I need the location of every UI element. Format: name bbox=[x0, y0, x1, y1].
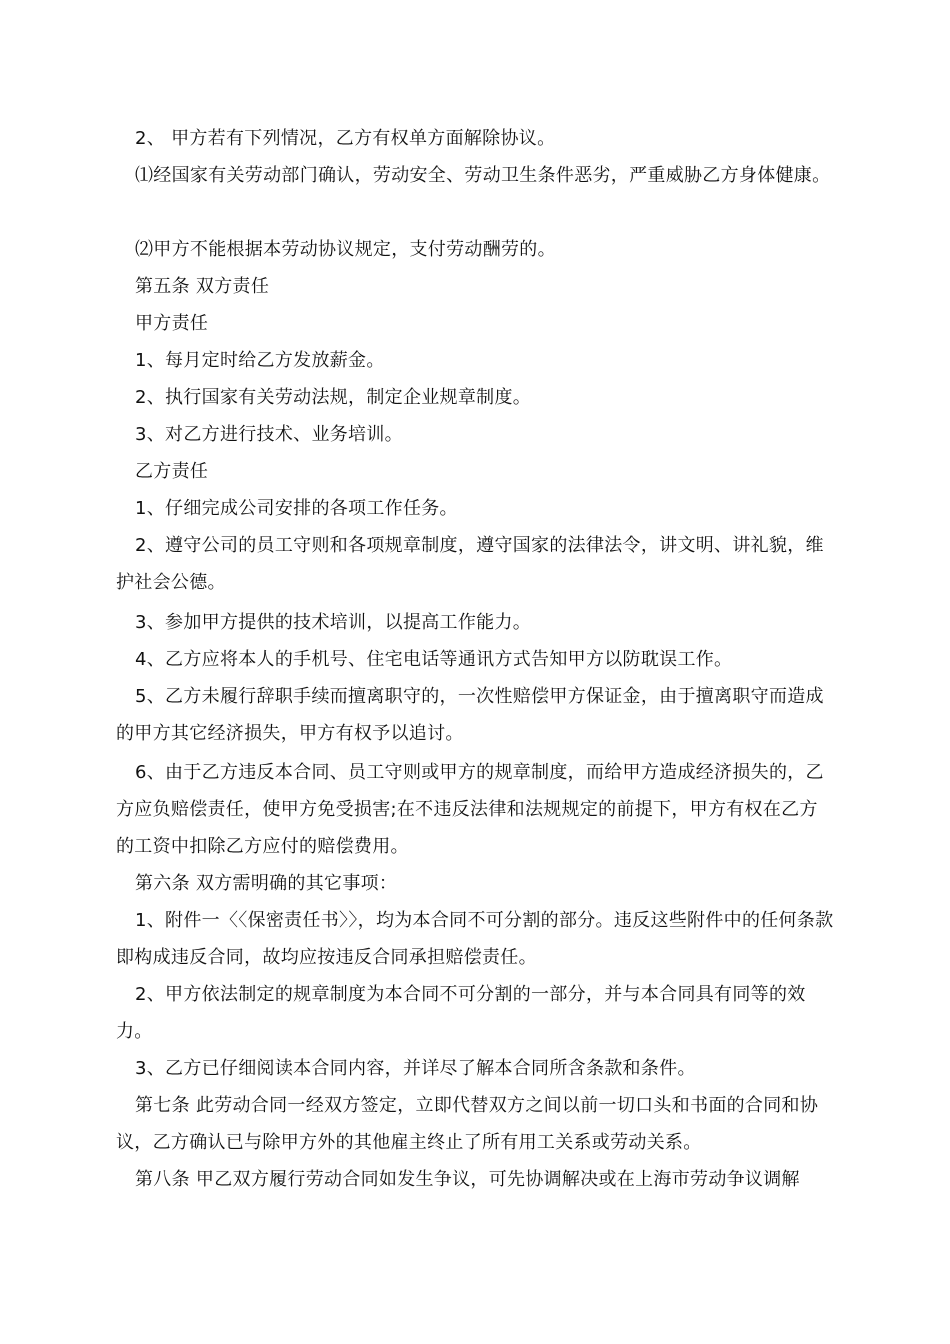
party-a-duty-1: 1、每月定时给乙方发放薪金。 bbox=[135, 350, 385, 371]
article-6-item-2: 2、甲方依法制定的规章制度为本合同不可分割的一部分，并与本合同具有同等的效力。 bbox=[116, 984, 806, 1042]
party-b-duty-4: 4、乙方应将本人的手机号、住宅电话等通讯方式告知甲方以防耽误工作。 bbox=[135, 649, 733, 670]
party-a-duties-heading: 甲方责任 bbox=[135, 313, 209, 334]
article-6-item-3: 3、乙方已仔细阅读本合同内容，并详尽了解本合同所含条款和条件。 bbox=[135, 1058, 696, 1079]
party-b-duties-heading: 乙方责任 bbox=[135, 461, 209, 482]
article-6-item-1: 1、附件一〈〈保密责任书〉〉，均为本合同不可分割的部分。违反这些附件中的任何条款即构成违反合同，故均应按违反合同承担赔偿责任。 bbox=[116, 910, 834, 968]
item-2-unpaid-remuneration: ⑵甲方不能根据本劳动协议规定，支付劳动酬劳的。 bbox=[135, 239, 556, 260]
article-8: 第八条 甲乙双方履行劳动合同如发生争议，可先协调解决或在上海市劳动争议调解 bbox=[135, 1169, 800, 1190]
party-b-duty-3: 3、参加甲方提供的技术培训，以提高工作能力。 bbox=[135, 612, 532, 633]
party-a-duty-3: 3、对乙方进行技术、业务培训。 bbox=[135, 424, 403, 445]
party-a-duty-2: 2、执行国家有关劳动法规，制定企业规章制度。 bbox=[135, 387, 532, 408]
article-6-heading: 第六条 双方需明确的其它事项： bbox=[135, 873, 398, 894]
article-7: 第七条 此劳动合同一经双方签定，立即代替双方之间以前一切口头和书面的合同和协议，乙方确认已与除甲方外的其他雇主终止了所有用工关系或劳动关系。 bbox=[116, 1095, 819, 1153]
article-5-heading: 第五条 双方责任 bbox=[135, 276, 270, 297]
party-b-duty-6: 6、由于乙方违反本合同、员工守则或甲方的规章制度，而给甲方造成经济损失的，乙方应负赔偿责任，使甲方免受损害;在不违反法律和法规规定的前提下，甲方有权在乙方的工资中扣除乙方应付的赔偿费用。 bbox=[116, 762, 824, 857]
party-b-duty-5: 5、乙方未履行辞职手续而擅离职守的，一次性赔偿甲方保证金，由于擅离职守而造成的甲方其它经济损失，甲方有权予以追讨。 bbox=[116, 686, 824, 744]
item-1-unsafe-conditions: ⑴经国家有关劳动部门确认，劳动安全、劳动卫生条件恶劣，严重威胁乙方身体健康。 bbox=[135, 165, 831, 186]
party-b-duty-2: 2、遵守公司的员工守则和各项规章制度，遵守国家的法律法令，讲文明、讲礼貌，维护社会公德。 bbox=[116, 535, 824, 593]
clause-2-termination-by-b: 2、 甲方若有下列情况，乙方有权单方面解除协议。 bbox=[135, 128, 556, 149]
party-b-duty-1: 1、仔细完成公司安排的各项工作任务。 bbox=[135, 498, 458, 519]
